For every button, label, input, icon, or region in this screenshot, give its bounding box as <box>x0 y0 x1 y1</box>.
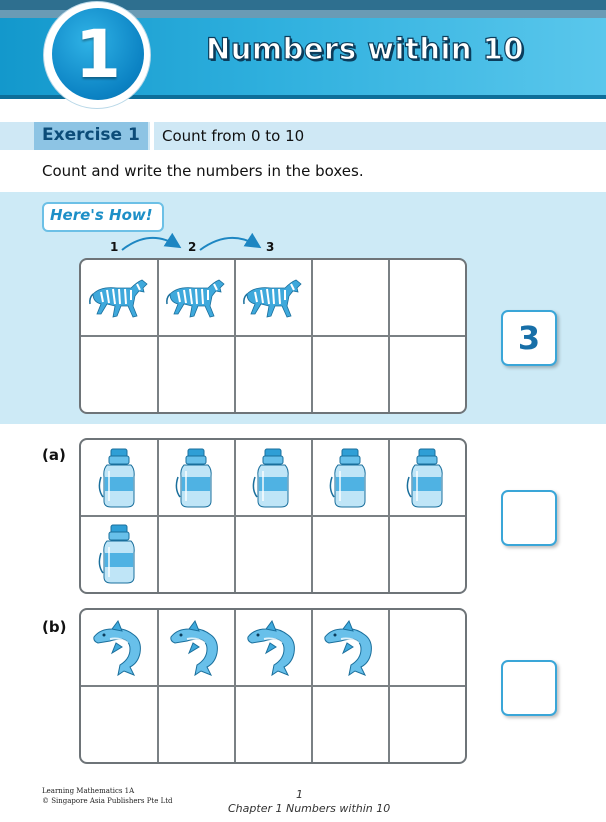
frame-divider <box>81 335 465 337</box>
chapter-number: 1 <box>52 8 144 100</box>
heres-how-label: Here's How! <box>50 206 153 224</box>
zebra-icon <box>241 276 305 320</box>
arrow-1-to-2 <box>122 238 178 250</box>
count-label-3: 3 <box>266 240 275 254</box>
water-bottle-icon <box>95 523 143 585</box>
answer-box-b[interactable] <box>501 660 557 716</box>
exercise-title: Count from 0 to 10 <box>162 127 305 145</box>
instruction-text: Count and write the numbers in the boxes. <box>42 162 364 180</box>
zebra-icon <box>164 276 228 320</box>
answer-box-a[interactable] <box>501 490 557 546</box>
dolphin-icon <box>90 619 148 677</box>
exercise-label: Exercise 1 <box>42 125 140 145</box>
zebra-icon <box>87 276 151 320</box>
water-bottle-icon <box>249 447 297 509</box>
dolphin-icon <box>244 619 302 677</box>
answer-box-example: 3 <box>501 310 557 366</box>
frame-divider <box>81 515 465 517</box>
chapter-title: Numbers within 10 <box>206 32 524 66</box>
water-bottle-icon <box>326 447 374 509</box>
dolphin-icon <box>321 619 379 677</box>
arrow-2-to-3 <box>200 238 258 250</box>
footer-chapter-ref: Chapter 1 Numbers within 10 <box>228 802 391 815</box>
question-b-label: (b) <box>42 618 67 636</box>
question-a-label: (a) <box>42 446 66 464</box>
page-number: 1 <box>296 788 303 801</box>
dolphin-icon <box>167 619 225 677</box>
footer-book-title: Learning Mathematics 1A <box>42 787 135 795</box>
water-bottle-icon <box>403 447 451 509</box>
count-label-2: 2 <box>188 240 197 254</box>
water-bottle-icon <box>95 447 143 509</box>
water-bottle-icon <box>172 447 220 509</box>
footer-copyright: © Singapore Asia Publishers Pte Ltd <box>42 797 173 805</box>
frame-divider <box>81 685 465 687</box>
count-label-1: 1 <box>110 240 119 254</box>
